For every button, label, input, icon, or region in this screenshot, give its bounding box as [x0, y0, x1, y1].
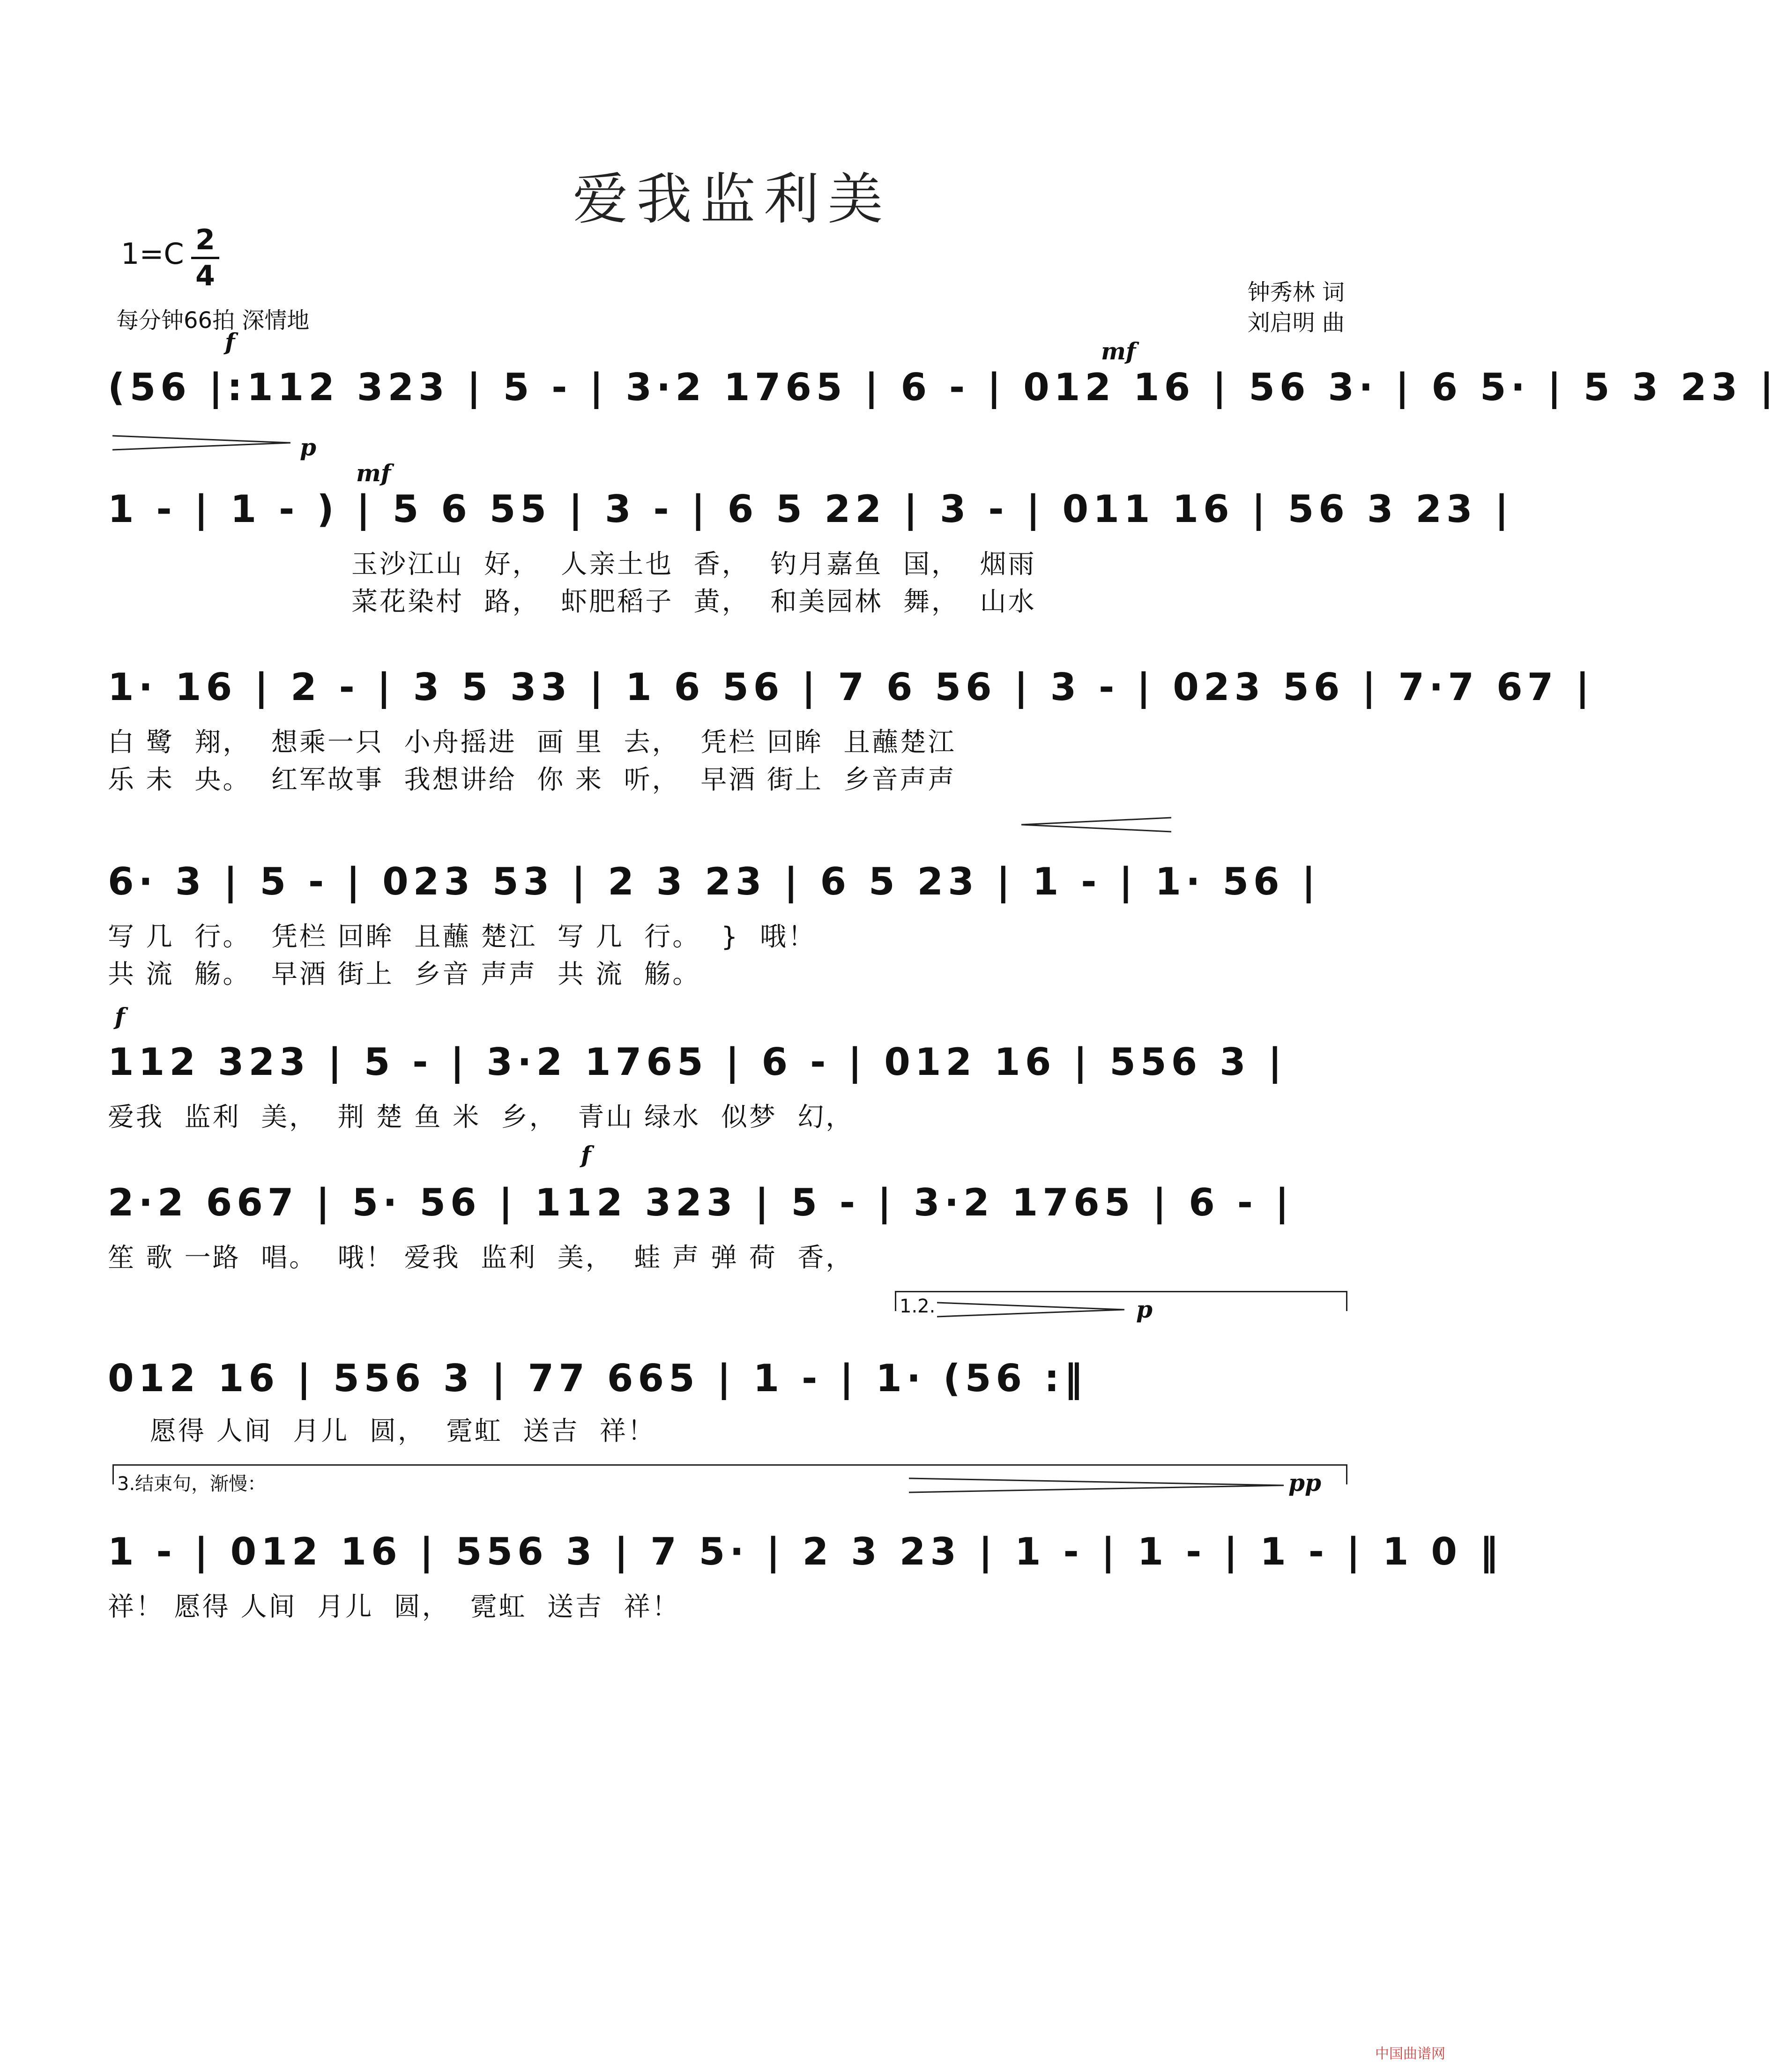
lyric-line: 玉沙江山 好， 人亲土也 香， 钓月嘉鱼 国， 烟雨 — [351, 549, 1036, 580]
dynamic-mark: f — [115, 1003, 125, 1030]
time-signature — [191, 225, 219, 291]
key-signature: 1=C — [121, 237, 184, 271]
time-signature-denominator: 4 — [195, 260, 215, 292]
notation-row: 1· 16 | 2 - | 3 5 33 | 1 6 56 | 7 6 56 | 3 - | 023 56 | 7·7 67 | — [108, 665, 1594, 709]
lyric-line: 白 鹭 翔， 想乘一只 小舟摇进 画 里 去， 凭栏 回眸 且蘸楚江 — [108, 727, 956, 758]
lyric-line: 爱我 监利 美， 荆 楚 鱼 米 乡， 青山 绿水 似梦 幻， — [108, 1102, 854, 1133]
notation-row: (56 |:112 323 | 5 - | 3·2 1765 | 6 - | 012 16 | 56 3· | 6 5· | 5 3 23 | — [108, 365, 1778, 409]
dynamic-mark: f — [581, 1141, 591, 1169]
dynamic-mark: f — [225, 328, 235, 356]
dynamic-mark: p — [300, 433, 316, 461]
dynamic-mark: mf — [1101, 337, 1136, 365]
tempo-marking: 每分钟66拍 深情地 — [116, 307, 310, 334]
watermark-logo: 中国曲谱网 — [1375, 2046, 1445, 2062]
lyric-line: 共 流 觞。 早酒 街上 乡音 声声 共 流 觞。 — [108, 959, 701, 990]
volta-label: 3.结束句，渐慢： — [117, 1473, 267, 1495]
notation-row: 1 - | 1 - ) | 5 6 55 | 3 - | 6 5 22 | 3 - | 011 16 | 56 3 23 | — [108, 487, 1513, 531]
song-title: 爱我监利美 — [573, 167, 892, 231]
notation-row: 1 - | 012 16 | 556 3 | 7 5· | 2 3 23 | 1 - | 1 - | 1 - | 1 0 ‖ — [108, 1530, 1503, 1573]
lyric-line: 乐 未 央。 红军故事 我想讲给 你 来 听， 早酒 街上 乡音声声 — [108, 765, 956, 795]
notation-row: 2·2 667 | 5· 56 | 112 323 | 5 - | 3·2 1765 | 6 - | — [108, 1181, 1294, 1224]
notation-row: 112 323 | 5 - | 3·2 1765 | 6 - | 012 16 | 556 3 | — [108, 1040, 1287, 1084]
lyric-line: 菜花染村 路， 虾肥稻子 黄， 和美园林 舞， 山水 — [351, 587, 1036, 617]
composer-credit: 刘启明 曲 — [1247, 310, 1345, 336]
lyric-line: 笙 歌 一路 唱。 哦！ 爱我 监利 美， 蛙 声 弹 荷 香， — [108, 1243, 854, 1273]
lyric-line: 愿得 人间 月儿 圆， 霓虹 送吉 祥！ — [150, 1416, 656, 1446]
lyricist-credit: 钟秀林 词 — [1247, 279, 1345, 306]
time-signature-numerator: 2 — [195, 224, 215, 256]
notation-row: 6· 3 | 5 - | 023 53 | 2 3 23 | 6 5 23 | 1 - | 1· 56 | — [108, 860, 1320, 903]
dynamic-mark: p — [1136, 1296, 1153, 1323]
volta-label: 1.2. — [900, 1296, 936, 1317]
dynamic-mark: pp — [1288, 1469, 1321, 1497]
lyric-line: 写 几 行。 凭栏 回眸 且蘸 楚江 写 几 行。 } 哦！ — [108, 922, 817, 952]
lyric-line: 祥！ 愿得 人间 月儿 圆， 霓虹 送吉 祥！ — [108, 1592, 680, 1622]
dynamic-mark: mf — [356, 459, 391, 487]
notation-row: 012 16 | 556 3 | 77 665 | 1 - | 1· (56 :‖ — [108, 1356, 1087, 1400]
